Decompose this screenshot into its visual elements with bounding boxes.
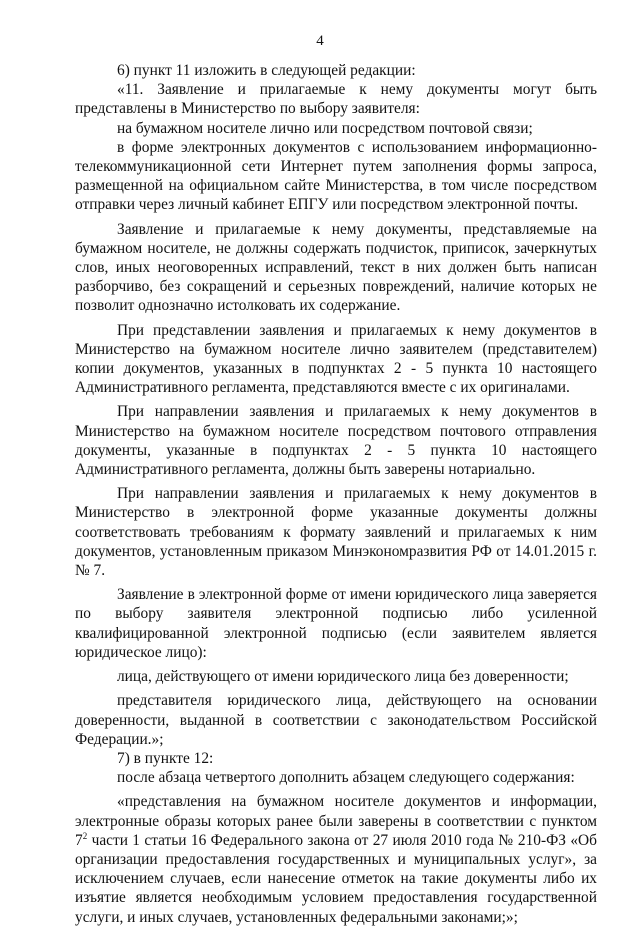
paragraph-representative: представителя юридического лица, действующего на основании доверенности, выданной в соответствии с законодательством Российской Федерации.»;: [75, 692, 597, 748]
paragraph-new-abzac: [75, 792, 597, 926]
paragraph-point-11: «11. Заявление и прилагаемые к нему документы могут быть представлены в Министерство по выбору заявителя:: [75, 81, 597, 118]
document-body: [75, 61, 597, 927]
new-abzac-text-after: части 1 статьи 16 Федерального закона от 27 июля 2010 года № 210-ФЗ «Об организации предоставления государственных и муниципальных услуг», за исключением случаев, если нанесение отметок на такие документы либо их изъятие является необходимым условием предоставления государственной услуги, и иных случаев, установленных федеральными законами;»;: [75, 831, 597, 926]
paragraph-electronic-option: в форме электронных документов с использованием информационно-телекоммуникационной сети Интернет путем заполнения формы запроса, размещенной на официальном сайте Министерства, в том числе посредством отправки через личный кабинет ЕПГУ или посредством электронной почты.: [75, 138, 597, 214]
paragraph-paper-option: на бумажном носителе лично или посредством почтовой связи;: [117, 119, 533, 137]
new-abzac-text-before: «представления на бумажном носителе документов и информации, электронные образы которых ранее были заверены в соответствии с пунктом 7: [75, 793, 597, 849]
paragraph-postal-submission: При направлении заявления и прилагаемых к нему документов в Министерство на бумажном носителе посредством почтового отправления документы, указанные в подпунктах 2 - 5 пункта 10 настоящего Административного регламента, должны быть заверены нотариально.: [75, 403, 597, 479]
paragraph-item-7-heading: 7) в пункте 12:: [117, 749, 214, 767]
paragraph-without-power-of-attorney: лица, действующего от имени юридического лица без доверенности;: [117, 668, 569, 686]
superscript-marker: 2: [82, 830, 88, 841]
paragraph-electronic-submission: При направлении заявления и прилагаемых к нему документов в Министерство в электронной форме указанные документы должны соответствовать требованиям к формату заявлений и прилагаемых к ним документов, установленным приказом Минэкономразвития РФ от 14.01.2015 г. № 7.: [75, 485, 597, 580]
paragraph-in-person-submission: При представлении заявления и прилагаемых к нему документов в Министерство на бумажном носителе лично заявителем (представителем) копии документов, указанных в подпунктах 2 - 5 пункта 10 настоящего Административного регламента, представляются вместе с их оригиналами.: [75, 321, 597, 397]
paragraph-item-6-heading: 6) пункт 11 изложить в следующей редакции:: [117, 62, 416, 79]
page-number: 4: [316, 33, 324, 49]
paragraph-electronic-signature: Заявление в электронной форме от имени юридического лица заверяется по выбору заявителя электронной подписью либо усиленной квалифицированной электронной подписью (если заявителем является юридическое лицо):: [75, 586, 597, 661]
paragraph-add-abzac: после абзаца четвертого дополнить абзацем следующего содержания:: [117, 769, 575, 787]
paragraph-paper-requirements: Заявление и прилагаемые к нему документы, представляемые на бумажном носителе, не должны содержать подчисток, приписок, зачеркнутых слов, иных неоговоренных исправлений, текст в них должен быть написан разборчиво, без сокращений и серьезных повреждений, наличие которых не позволит однозначно истолковать их содержание.: [75, 220, 597, 315]
